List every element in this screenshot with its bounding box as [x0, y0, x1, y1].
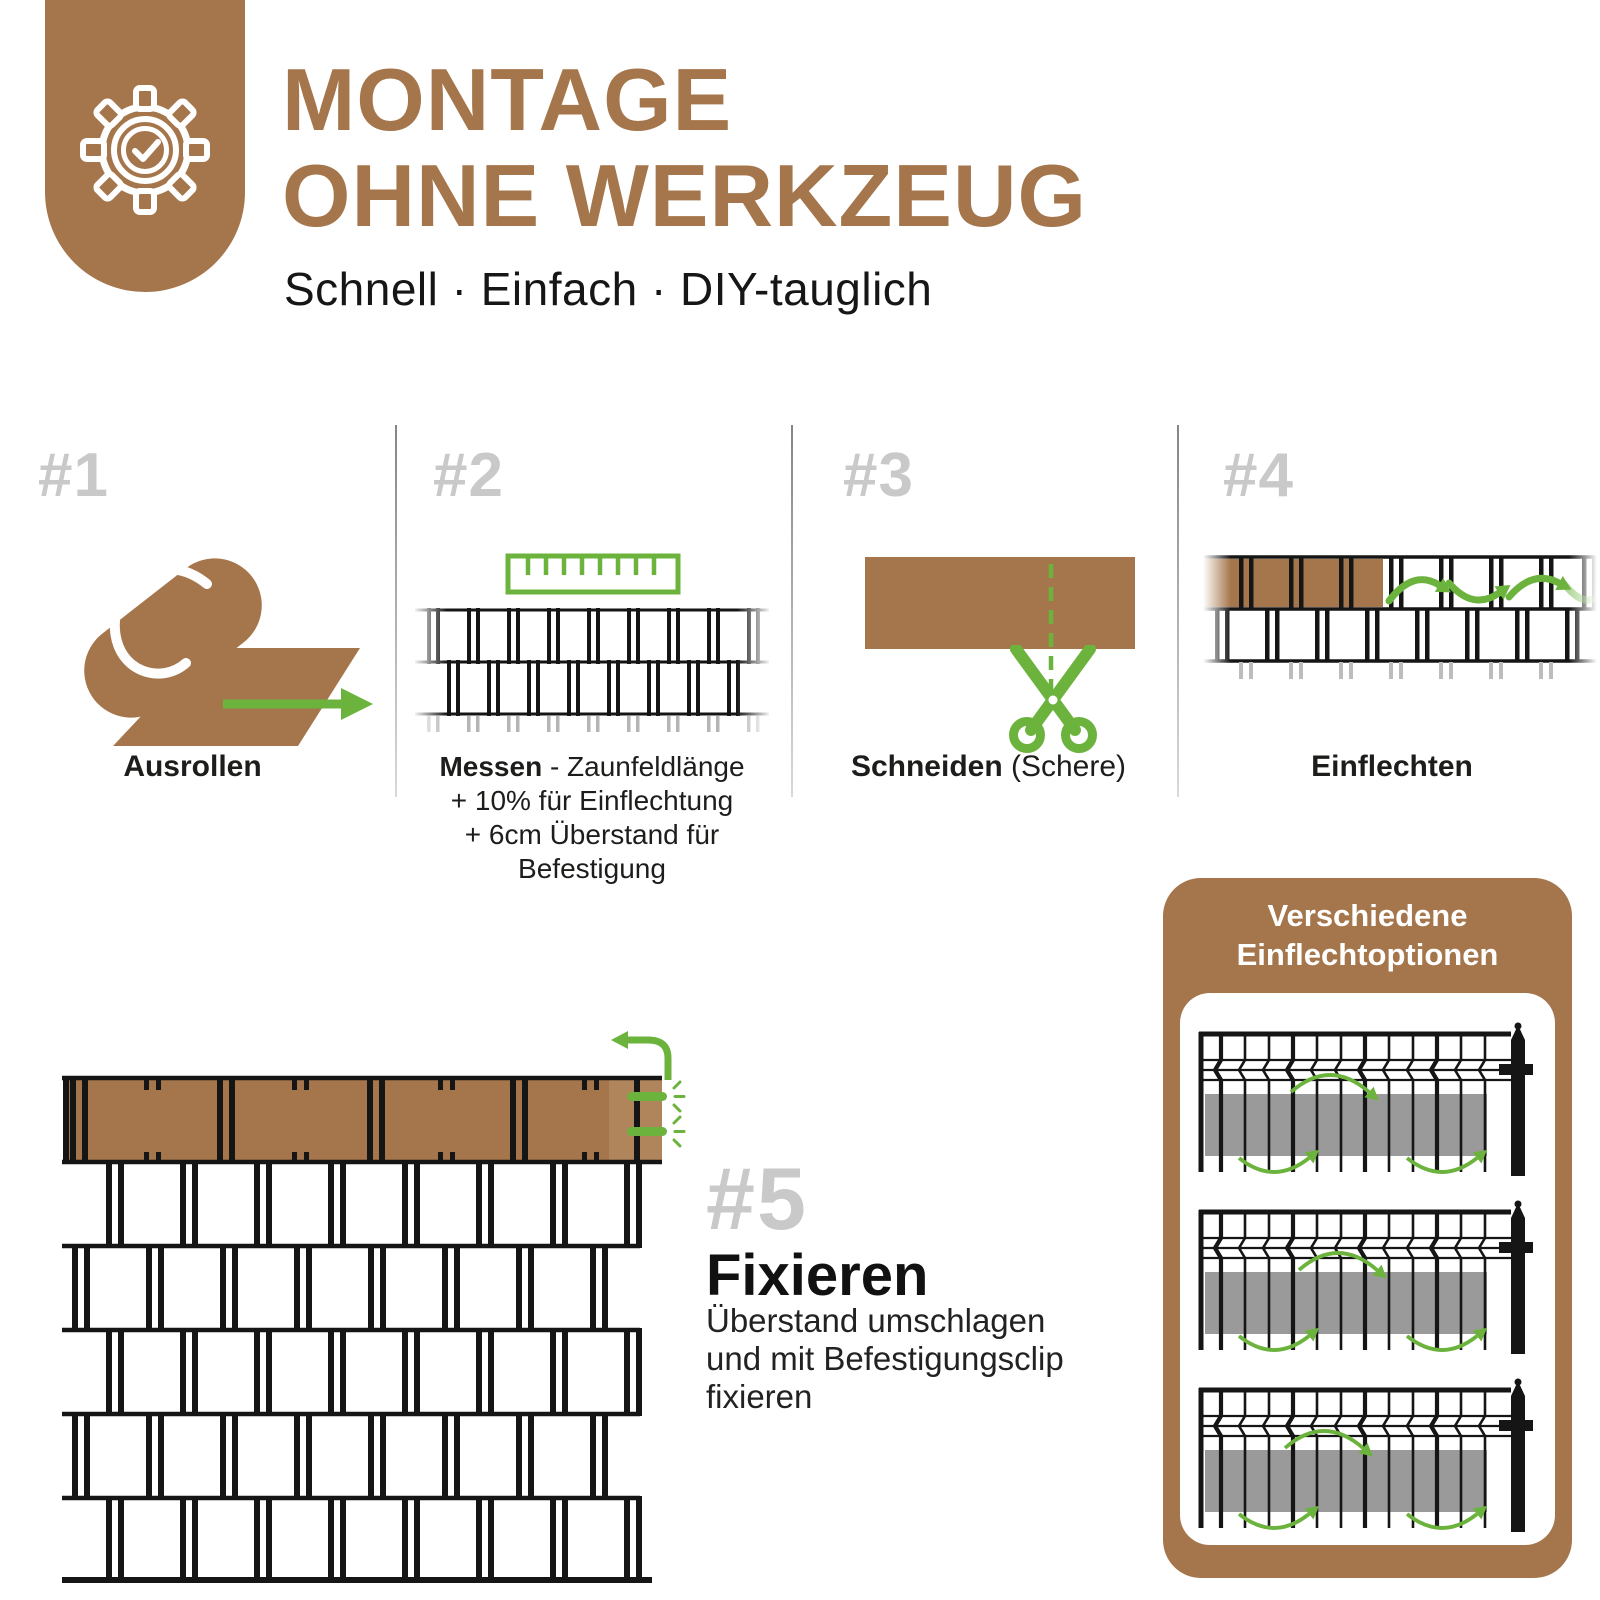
step2-label-bold: Messen [439, 751, 543, 782]
step2-line4: Befestigung [518, 853, 666, 884]
step4-number: #4 [1223, 441, 1294, 510]
panel-title-line1: Verschiedene [1267, 898, 1468, 933]
weave-arrows-icon [1203, 543, 1597, 723]
step1-number: #1 [38, 441, 109, 510]
step3-label [800, 750, 1177, 784]
divider [395, 425, 397, 797]
step1-label: Ausrollen [123, 750, 262, 783]
weave-option-1-illustration [1193, 1020, 1543, 1184]
step4-label: Einflechten [1311, 750, 1473, 783]
step2-line2: + 10% für Einflechtung [450, 785, 734, 816]
step5-number: #5 [706, 1149, 808, 1248]
roll-out-icon [55, 520, 375, 760]
panel-title-line2: Einflechtoptionen [1236, 937, 1499, 972]
page-title-line1: MONTAGE [282, 50, 733, 149]
page-title-line2: OHNE WERKZEUG [282, 146, 1087, 245]
step3-label-bold: Schneiden [850, 750, 1003, 783]
divider [791, 425, 793, 797]
step3-label-rest: (Schere) [1002, 750, 1127, 783]
brand-badge [45, 0, 245, 292]
step2-label-rest: - Zaunfeldlänge [542, 751, 745, 782]
step2-line3: + 6cm Überstand für [464, 819, 720, 850]
step2-label [398, 750, 786, 886]
page-subtitle: Schnell · Einfach · DIY-tauglich [284, 263, 933, 315]
scissors-icon [993, 645, 1113, 755]
strip-illustration [865, 557, 1135, 649]
ruler-icon [505, 543, 681, 595]
gear-check-icon [69, 74, 221, 226]
fold-clip-icon [62, 1030, 718, 1590]
step5-line1: Überstand umschlagen [706, 1302, 1046, 1339]
step5-line3: fixieren [706, 1378, 813, 1415]
weave-options-title [1163, 896, 1572, 974]
step5-description [706, 1302, 1064, 1416]
fence-measure-illustration [413, 600, 771, 740]
step5-title: Fixieren [706, 1243, 929, 1308]
page-title [282, 52, 1087, 244]
step3-number: #3 [843, 441, 914, 510]
step2-number: #2 [433, 441, 504, 510]
step5-line2: und mit Befestigungsclip [706, 1340, 1064, 1377]
weave-option-2-illustration [1193, 1198, 1543, 1362]
divider [1177, 425, 1179, 797]
weave-option-3-illustration [1193, 1376, 1543, 1540]
